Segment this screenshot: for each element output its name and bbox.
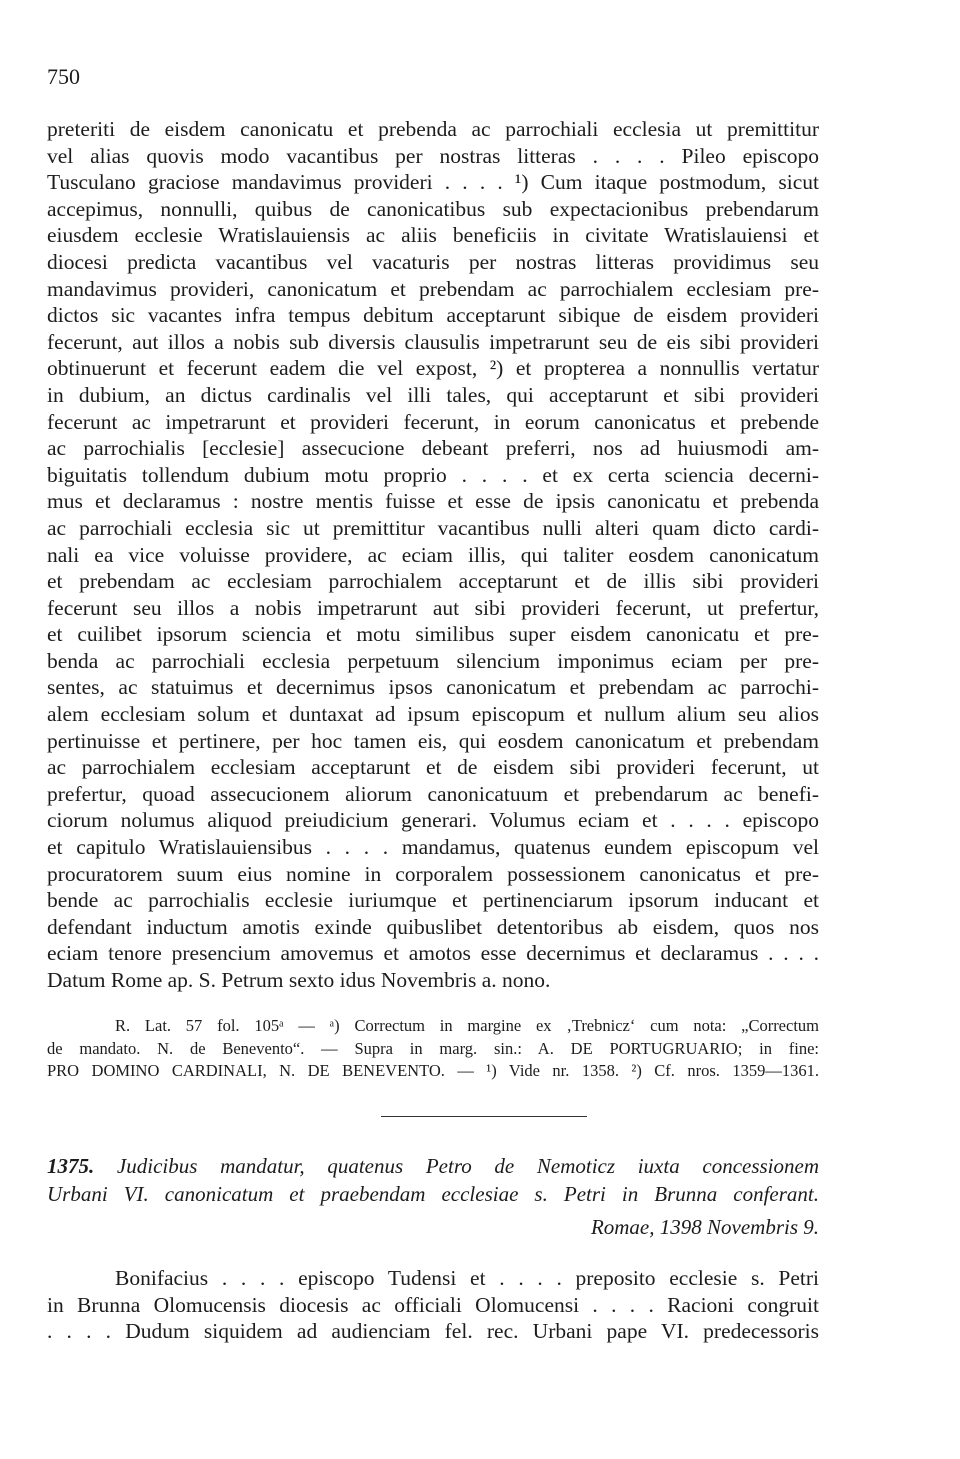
section-divider xyxy=(381,1116,587,1117)
text-line: in dubium, an dictus cardinalis vel illi tales, qui acceptarunt et sibi provideri xyxy=(47,382,819,407)
text-line: ac parrochiali ecclesia sic ut premittitur vacantibus nulli alteri quam dicto cardi- xyxy=(47,515,819,540)
text-line: diocesi predicta vacantibus vel vacaturis per nostras litteras providimus seu xyxy=(47,249,819,274)
entry-dateline: Romae, 1398 Novembris 9. xyxy=(590,1215,819,1239)
entry-heading-line-1: Judicibus mandatur, quatenus Petro de Nemoticz iuxta concessionem xyxy=(116,1154,819,1178)
text-line: prefertur, quoad assecucionem aliorum canonicatuum et prebendarum ac benefi- xyxy=(47,781,819,806)
text-line: benda ac parrochiali ecclesia perpetuum silencium imponimus eciam per pre- xyxy=(47,648,819,673)
page-number: 750 xyxy=(47,64,80,89)
text-line: accepimus, nonnulli, quibus de canonicatibus sub expectacionibus prebendarum xyxy=(47,196,819,221)
text-line: nali ea vice voluisse providere, ac eciam illis, qui taliter eosdem canonicatum xyxy=(47,542,819,567)
letter-line: . . . . Dudum siquidem ad audienciam fel. rec. Urbani pape VI. predecessoris xyxy=(47,1319,819,1344)
text-line: Tusculano graciose mandavimus provideri . . . . ¹) Cum itaque postmodum, sicut xyxy=(47,170,819,195)
text-line: defendant inductum amotis exinde quibuslibet detentoribus ab eisdem, quos nos xyxy=(47,914,819,939)
entry-heading-line-2: Urbani VI. canonicatum et praebendam ecclesiae s. Petri in Brunna conferant. xyxy=(47,1182,819,1206)
text-line: ac parrochialis [ecclesie] assecucione debeant preferri, nos ad huiusmodi am- xyxy=(47,436,819,461)
text-line: fecerunt, aut illos a nobis sub diversis clausulis impetrarunt seu de eis sibi provideri xyxy=(47,329,819,354)
letter-line: in Brunna Olomucensis diocesis ac officiali Olomucensi . . . . Racioni congruit xyxy=(47,1292,819,1317)
text-line: preteriti de eisdem canonicatu et prebenda ac parrochiali ecclesia ut premittitur xyxy=(47,117,819,141)
text-line: et cuilibet ipsorum sciencia et motu similibus super eisdem canonicatu et pre- xyxy=(47,622,819,647)
text-line: Datum Rome ap. S. Petrum sexto idus Novembris a. nono. xyxy=(47,968,551,992)
text-line: alem ecclesiam solum et duntaxat ad ipsum episcopum et nullum alium seu alios xyxy=(47,702,819,727)
text-line: vel alias quovis modo vacantibus per nostras litteras . . . . Pileo episcopo xyxy=(47,143,819,168)
letter-text-block xyxy=(47,1265,819,1345)
text-line: et capitulo Wratislauiensibus . . . . mandamus, quatenus eundem episcopum vel xyxy=(47,835,819,860)
text-line: obtinuerunt et fecerunt eadem die vel expost, ²) et propterea a nonnullis vertatur xyxy=(47,356,819,381)
text-line: ciorum nolumus aliquod preiudicium generari. Volumus eciam et . . . . episcopo xyxy=(47,808,819,833)
text-line: mus et declaramus : nostre mentis fuisse et esse de ipsis canonicatu et prebenda xyxy=(47,489,819,514)
text-line: mandavimus provideri, canonicatum et prebendam ac parrochialem ecclesiam pre- xyxy=(47,276,819,301)
text-line: biguitatis tollendum dubium motu proprio . . . . et ex certa sciencia decerni- xyxy=(47,462,819,487)
main-text-block xyxy=(47,116,819,994)
text-line: pertinuisse et pertinere, per hoc tamen eis, qui eosdem canonicatum et prebendam xyxy=(47,728,819,753)
text-line: dictos sic vacantes infra tempus debitum acceptarunt sibique de eisdem provideri xyxy=(47,303,819,328)
text-line: fecerunt seu illos a nobis impetrarunt aut sibi provideri fecerunt, ut prefertur, xyxy=(47,595,819,620)
text-line: eciam tenore presencium amovemus et amotos esse decernimus et declaramus . . . . xyxy=(47,941,819,966)
text-line: bende ac parrochialis ecclesie iuriumque et pertinenciarum ipsorum inducant et xyxy=(47,888,819,913)
entry-number: 1375. xyxy=(47,1154,95,1178)
letter-line: Bonifacius . . . . episcopo Tudensi et . . . . preposito ecclesie s. Petri xyxy=(115,1266,819,1290)
text-line: et prebendam ac ecclesiam parrochialem acceptarunt et de illis sibi provideri xyxy=(47,569,819,594)
footnote-line: R. Lat. 57 fol. 105ᵃ — ᵃ) Correctum in margine ex ‚Trebnicz‘ cum nota: „Correctum xyxy=(115,1016,819,1035)
text-line: procuratorem suum eius nomine in corporalem possessionem canonicatus et pre- xyxy=(47,861,819,886)
footnote-line: PRO DOMINO CARDINALI, N. DE BENEVENTO. — ¹) Vide nr. 1358. ²) Cf. nros. 1359—1361. xyxy=(47,1061,819,1080)
text-line: fecerunt ac impetrarunt et provideri fecerunt, in eorum canonicatus et prebende xyxy=(47,409,819,434)
text-line: sentes, ac statuimus et decernimus ipsos canonicatum et prebendam ac parrochi- xyxy=(47,675,819,700)
text-line: eiusdem ecclesie Wratislauiensis ac aliis beneficiis in civitate Wratislauiensi et xyxy=(47,223,819,248)
footnote-line: de mandato. N. de Benevento“. — Supra in marg. sin.: A. DE PORTUGRUARIO; in fine: xyxy=(47,1038,819,1058)
footnotes-block xyxy=(47,1015,819,1083)
text-line: ac parrochialem ecclesiam acceptarunt et de eisdem sibi provideri fecerunt, ut xyxy=(47,755,819,780)
entry-heading xyxy=(47,1152,819,1208)
